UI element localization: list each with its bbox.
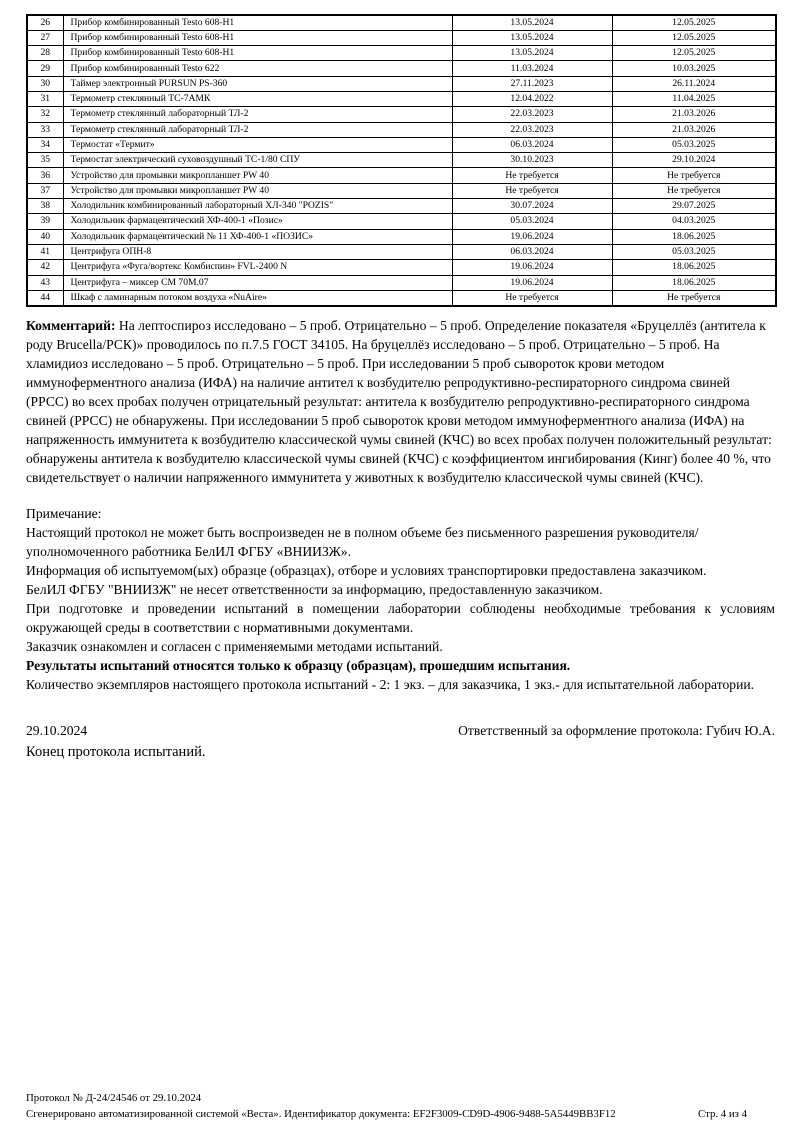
blank-space [26, 763, 775, 1091]
note-paragraph: Результаты испытаний относятся только к образцу (образцам), прошедшим испытания. [26, 657, 571, 673]
equipment-table [26, 14, 777, 307]
equipment-name-cell: Устройство для промывки микропланшет PW 40 [63, 168, 452, 183]
equipment-name-cell: Термостат «Термит» [63, 137, 452, 152]
table-row [27, 91, 776, 106]
next-verification-date-cell: 21.03.2026 [612, 107, 776, 122]
note-paragraph: При подготовке и проведении испытаний в помещении лаборатории соблюдены необходимые требования к условиям окружающей среды в соответствии с нормативными документами. [26, 600, 775, 635]
next-verification-date-cell: Не требуется [612, 290, 776, 305]
verification-date-cell: 13.05.2024 [452, 30, 612, 45]
footer-protocol-number: Протокол № Д-24/24546 от 29.10.2024 [26, 1092, 202, 1104]
note-paragraph: Заказчик ознакомлен и согласен с применяемыми методами испытаний. [26, 638, 443, 654]
row-number-cell: 44 [27, 290, 63, 305]
closing-line: Конец протокола испытаний. [26, 743, 206, 760]
row-number-cell: 38 [27, 199, 63, 214]
table-row [27, 275, 776, 290]
row-number-cell: 35 [27, 153, 63, 168]
note-paragraph: Количество экземпляров настоящего протокола испытаний - 2: 1 экз. – для заказчика, 1 экз.- для испытательной лаборатории. [26, 676, 755, 692]
next-verification-date-cell: 04.03.2025 [612, 214, 776, 229]
verification-date-cell: 30.07.2024 [452, 199, 612, 214]
row-number-cell: 34 [27, 137, 63, 152]
next-verification-date-cell: 29.10.2024 [612, 153, 776, 168]
verification-date-cell: 06.03.2024 [452, 244, 612, 259]
table-row [27, 244, 776, 259]
verification-date-cell: 30.10.2023 [452, 153, 612, 168]
verification-date-cell: 05.03.2024 [452, 214, 612, 229]
note-paragraphs [26, 523, 775, 694]
row-number-cell: 26 [27, 15, 63, 30]
row-number-cell: 30 [27, 76, 63, 91]
row-number-cell: 33 [27, 122, 63, 137]
verification-date-cell: Не требуется [452, 183, 612, 198]
footer-generated-info: Сгенерировано автоматизированной системой «Веста». Идентификатор документа: EF2F3009-CD9D-4906-9488-5A5449BB3F12 [26, 1107, 616, 1120]
equipment-name-cell: Устройство для промывки микропланшет PW 40 [63, 183, 452, 198]
table-row [27, 61, 776, 76]
next-verification-date-cell: 18.06.2025 [612, 275, 776, 290]
table-row [27, 46, 776, 61]
verification-date-cell: 12.04.2022 [452, 91, 612, 106]
table-row [27, 122, 776, 137]
page-footer [26, 1091, 775, 1122]
note-paragraph: Информация об испытуемом(ых) образце (образцах), отборе и условиях транспортировки предоставлена заказчиком. [26, 562, 707, 578]
table-row [27, 214, 776, 229]
equipment-name-cell: Холодильник комбинированный лабораторный ХЛ-340 "POZIS" [63, 199, 452, 214]
table-row [27, 137, 776, 152]
next-verification-date-cell: 26.11.2024 [612, 76, 776, 91]
table-row [27, 199, 776, 214]
next-verification-date-cell: 12.05.2025 [612, 46, 776, 61]
verification-date-cell: 27.11.2023 [452, 76, 612, 91]
verification-date-cell: 11.03.2024 [452, 61, 612, 76]
next-verification-date-cell: 21.03.2026 [612, 122, 776, 137]
table-row [27, 30, 776, 45]
equipment-name-cell: Центрифуга – миксер СМ 70М.07 [63, 275, 452, 290]
equipment-name-cell: Центрифуга ОПН-8 [63, 244, 452, 259]
next-verification-date-cell: 05.03.2025 [612, 137, 776, 152]
equipment-table-body [27, 15, 776, 306]
verification-date-cell: 06.03.2024 [452, 137, 612, 152]
verification-date-cell: 19.06.2024 [452, 229, 612, 244]
signature-row [26, 721, 775, 740]
equipment-name-cell: Термометр стеклянный лабораторный ТЛ-2 [63, 107, 452, 122]
note-section [26, 504, 775, 694]
next-verification-date-cell: Не требуется [612, 168, 776, 183]
equipment-name-cell: Таймер электронный PURSUN PS-360 [63, 76, 452, 91]
equipment-name-cell: Прибор комбинированный Testo 608-Н1 [63, 46, 452, 61]
equipment-name-cell: Термометр стеклянный лабораторный ТЛ-2 [63, 122, 452, 137]
equipment-name-cell: Прибор комбинированный Testo 608-Н1 [63, 15, 452, 30]
table-row [27, 229, 776, 244]
equipment-name-cell: Прибор комбинированный Testo 622 [63, 61, 452, 76]
next-verification-date-cell: 10.03.2025 [612, 61, 776, 76]
table-row [27, 76, 776, 91]
table-row [27, 290, 776, 305]
table-row [27, 183, 776, 198]
table-row [27, 15, 776, 30]
row-number-cell: 41 [27, 244, 63, 259]
equipment-name-cell: Холодильник фармацевтический № 11 ХФ-400-1 «ПОЗИС» [63, 229, 452, 244]
signature-responsible: Ответственный за оформление протокола: Губич Ю.А. [458, 722, 775, 738]
equipment-name-cell: Термостат электрический суховоздушный ТС-1/80 СПУ [63, 153, 452, 168]
verification-date-cell: 19.06.2024 [452, 275, 612, 290]
next-verification-date-cell: 12.05.2025 [612, 15, 776, 30]
row-number-cell: 27 [27, 30, 63, 45]
next-verification-date-cell: 11.04.2025 [612, 91, 776, 106]
next-verification-date-cell: 12.05.2025 [612, 30, 776, 45]
next-verification-date-cell: Не требуется [612, 183, 776, 198]
next-verification-date-cell: 18.06.2025 [612, 260, 776, 275]
equipment-name-cell: Прибор комбинированный Testo 608-Н1 [63, 30, 452, 45]
row-number-cell: 43 [27, 275, 63, 290]
next-verification-date-cell: 05.03.2025 [612, 244, 776, 259]
row-number-cell: 42 [27, 260, 63, 275]
row-number-cell: 39 [27, 214, 63, 229]
table-row [27, 153, 776, 168]
note-title: Примечание: [26, 505, 102, 521]
verification-date-cell: 13.05.2024 [452, 15, 612, 30]
next-verification-date-cell: 29.07.2025 [612, 199, 776, 214]
comment-text: На лептоспироз исследовано – 5 проб. Отрицательно – 5 проб. Определение показателя «Бруцеллёз (антитела к роду Brucella/РСК)» проводилось по п.7.5 ГОСТ 34105. На бруцеллёз исследовано – 5 проб. Отрицательно – 5 проб. На хламидиоз исследовано – 5 проб. Отрицательно – 5 проб. При исследовании 5 проб сывороток крови методом иммуноферментного анализа (ИФА) на наличие антител к возбудителю репродуктивно-респираторного синдрома свиней (РРСС) во всех пробах получен отрицательный результат: антитела к возбудителю репродуктивно-респираторного синдрома свиней (РРСС) не обнаружены. При исследовании 5 проб сывороток крови методом иммуноферментного анализа (ИФА) на напряженность иммунитета к возбудителю классической чумы свиней (КЧС) во всех пробах получен положительный результат: обнаружены антитела к возбудителю классической чумы свиней (КЧС) с коэффициентом ингибирования (Кинг) более 40 %, что свидетельствует о наличии напряженного иммунитета у животных к возбудителю классической чумы свиней (КЧС). [26, 317, 772, 485]
table-row [27, 260, 776, 275]
row-number-cell: 37 [27, 183, 63, 198]
equipment-name-cell: Центрифуга «Фуга/вортекс Комбиспин» FVL-2400 N [63, 260, 452, 275]
verification-date-cell: Не требуется [452, 290, 612, 305]
verification-date-cell: 19.06.2024 [452, 260, 612, 275]
footer-page-number: Стр. 4 из 4 [698, 1107, 747, 1120]
table-row [27, 107, 776, 122]
verification-date-cell: 22.03.2023 [452, 107, 612, 122]
verification-date-cell: 13.05.2024 [452, 46, 612, 61]
verification-date-cell: Не требуется [452, 168, 612, 183]
verification-date-cell: 22.03.2023 [452, 122, 612, 137]
row-number-cell: 32 [27, 107, 63, 122]
note-paragraph: Настоящий протокол не может быть воспроизведен не в полном объеме без письменного разрешения руководителя/уполномоченного работника БелИЛ ФГБУ «ВНИИЗЖ». [26, 524, 699, 559]
signature-date: 29.10.2024 [26, 722, 88, 738]
row-number-cell: 40 [27, 229, 63, 244]
row-number-cell: 36 [27, 168, 63, 183]
row-number-cell: 31 [27, 91, 63, 106]
note-paragraph: БелИЛ ФГБУ "ВНИИЗЖ" не несет ответственности за информацию, предоставленную заказчиком. [26, 581, 603, 597]
comment-label: Комментарий: [26, 317, 116, 333]
row-number-cell: 29 [27, 61, 63, 76]
equipment-name-cell: Шкаф с ламинарным потоком воздуха «NuAire» [63, 290, 452, 305]
equipment-name-cell: Термометр стеклянный ТС-7АМК [63, 91, 452, 106]
row-number-cell: 28 [27, 46, 63, 61]
comment-paragraph [26, 316, 775, 487]
table-row [27, 168, 776, 183]
equipment-name-cell: Холодильник фармацевтический ХФ-400-1 «Позис» [63, 214, 452, 229]
next-verification-date-cell: 18.06.2025 [612, 229, 776, 244]
